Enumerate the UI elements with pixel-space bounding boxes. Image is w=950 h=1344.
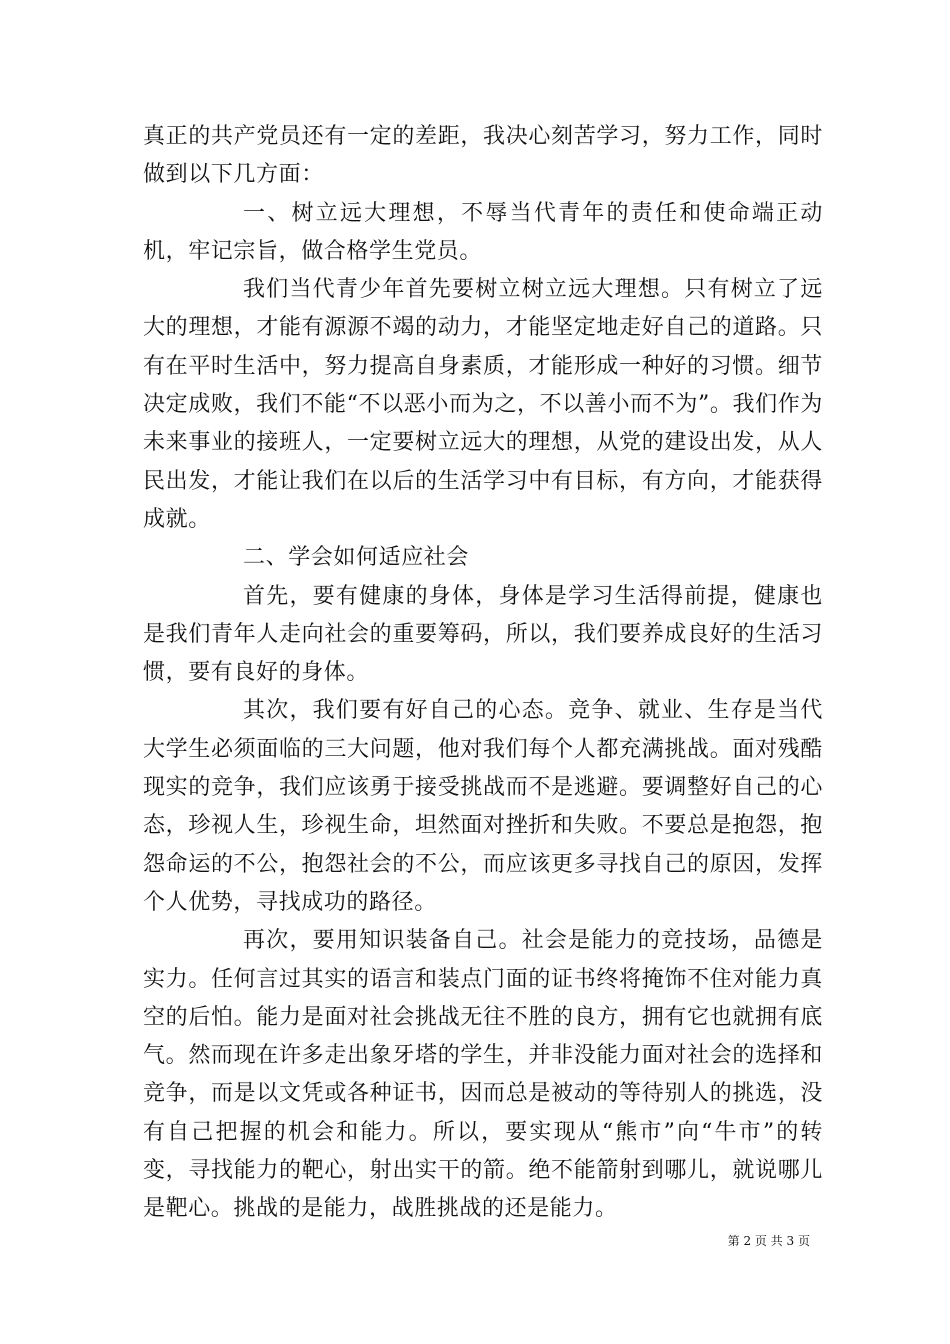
- paragraph-mindset: 其次，我们要有好自己的心态。竞争、就业、生存是当代大学生必须面临的三大问题，他对我们每个人都充满挑战。面对残酷现实的竞争，我们应该勇于接受挑战而不是逃避。要调整好自己的心态，珍视人生，珍视生命，坦然面对挫折和失败。不要总是抱怨，抱怨命运的不公，抱怨社会的不公，而应该更多寻找自己的原因，发挥个人优势，寻找成功的路径。: [143, 698, 823, 915]
- section-heading-2: 二、学会如何适应社会: [243, 545, 470, 571]
- paragraph-health: 首先，要有健康的身体，身体是学习生活得前提，健康也是我们青年人走向社会的重要筹码，所以，我们要养成良好的生活习惯，要有良好的身体。: [143, 583, 823, 686]
- page-number-footer: 第 2 页 共 3 页: [727, 1234, 810, 1248]
- document-body: [143, 118, 823, 1229]
- paragraph-ideals: 我们当代青少年首先要树立树立远大理想。只有树立了远大的理想，才能有源源不竭的动力，才能坚定地走好自己的道路。只有在平时生活中，努力提高自身素质，才能形成一种好的习惯。细节决定成败，我们不能“不以恶小而为之，不以善小而不为”。我们作为未来事业的接班人，一定要树立远大的理想，从党的建设出发，从人民出发，才能让我们在以后的生活学习中有目标，有方向，才能获得成就。: [143, 277, 823, 532]
- paragraph-knowledge: 再次，要用知识装备自己。社会是能力的竞技场，品德是实力。任何言过其实的语言和装点门面的证书终将掩饰不住对能力真空的后怕。能力是面对社会挑战无往不胜的良方，拥有它也就拥有底气。然而现在许多走出象牙塔的学生，并非没能力面对社会的选择和竞争，而是以文凭或各种证书，因而总是被动的等待别人的挑选，没有自己把握的机会和能力。所以，要实现从“熊市”向“牛市”的转变，寻找能力的靶心，射出实干的箭。绝不能箭射到哪儿，就说哪儿是靶心。挑战的是能力，战胜挑战的还是能力。: [143, 928, 823, 1222]
- paragraph-continuation: 真正的共产党员还有一定的差距，我决心刻苦学习，努力工作，同时做到以下几方面：: [143, 124, 823, 188]
- section-heading-1: 一、树立远大理想，不辱当代青年的责任和使命端正动机，牢记宗旨，做合格学生党员。: [143, 200, 823, 264]
